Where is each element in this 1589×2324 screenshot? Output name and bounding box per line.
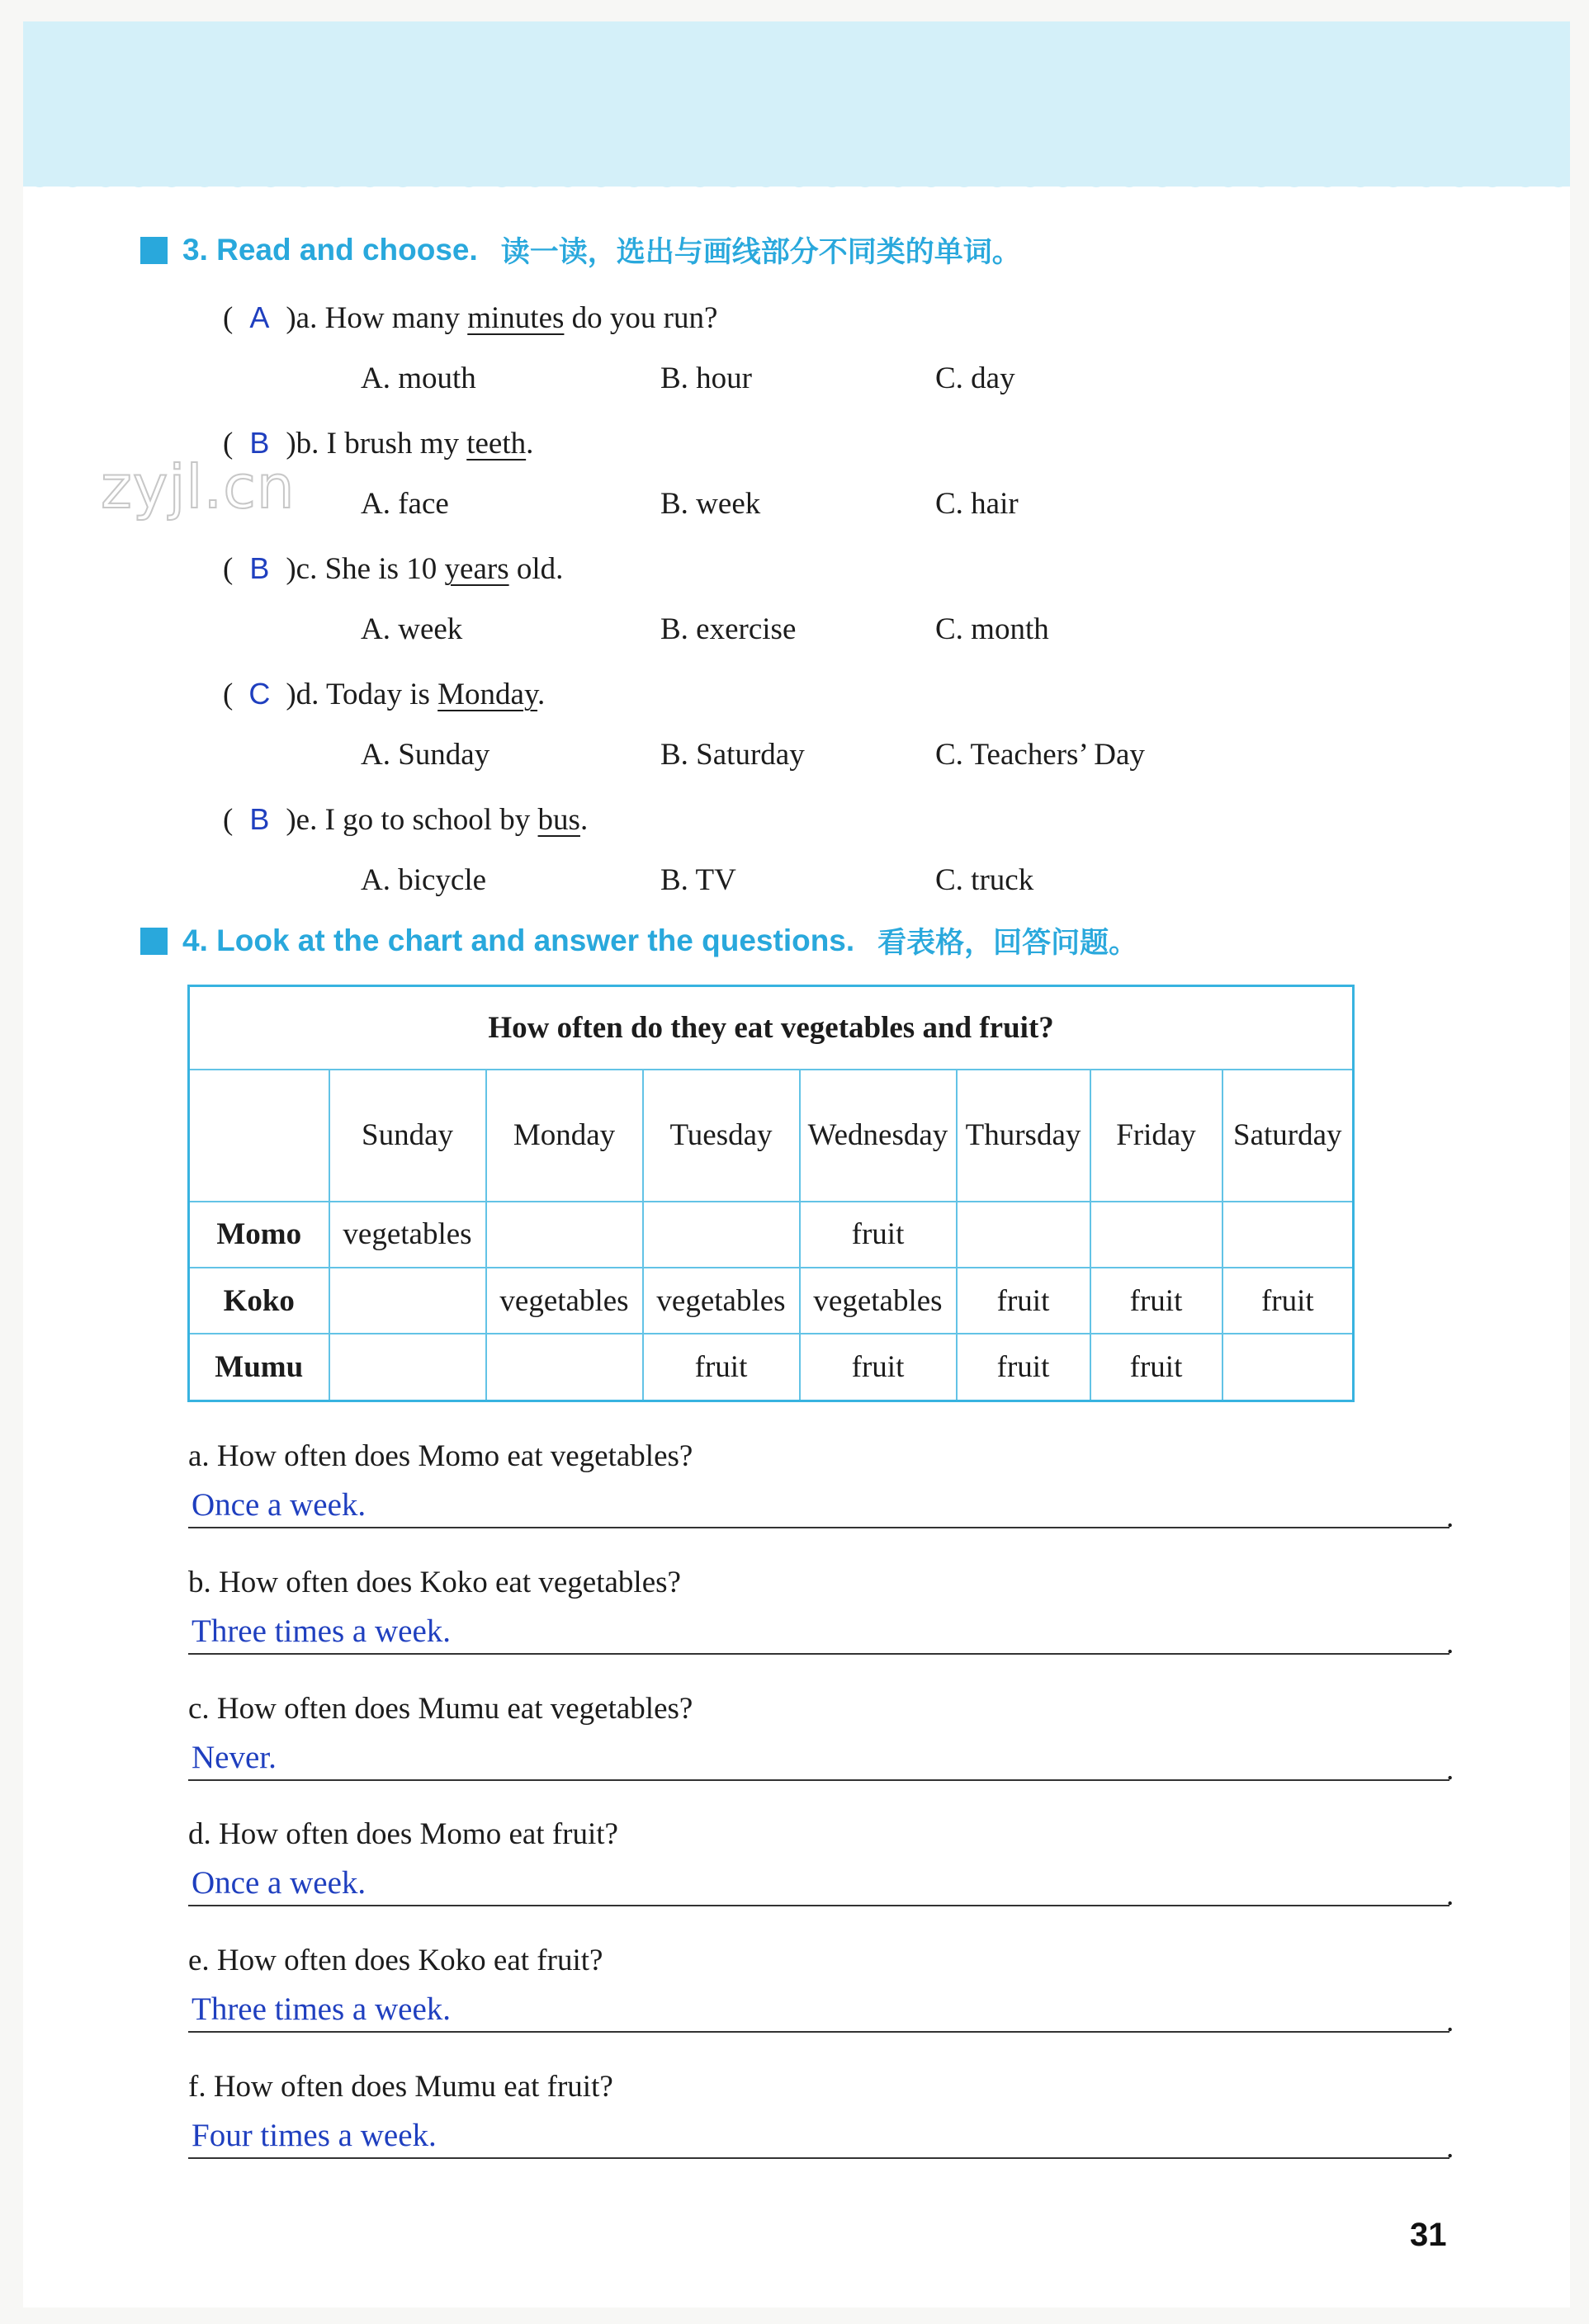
- table-day-header: Thursday: [957, 1070, 1090, 1202]
- underlined-word: minutes: [467, 301, 565, 335]
- qa-question: e. How often does Koko eat fruit?: [188, 1944, 603, 1977]
- qa-period: .: [1446, 1753, 1454, 1787]
- qa-answer-line[interactable]: Three times a week.: [188, 1990, 1449, 2033]
- table-cell: vegetables: [486, 1268, 643, 1334]
- question-d: ( C )d. Today is Monday.: [223, 673, 545, 715]
- option: B. TV: [660, 863, 736, 897]
- table-cell: [1090, 1202, 1222, 1268]
- option: C. hair: [935, 487, 1019, 521]
- table-cell: [486, 1202, 643, 1268]
- page-number: 31: [1410, 2217, 1447, 2253]
- answer-e: B: [249, 802, 270, 836]
- qa-question: a. How often does Momo eat vegetables?: [188, 1439, 693, 1473]
- option: C. month: [935, 612, 1049, 646]
- table-cell: [329, 1334, 486, 1401]
- table-cell: vegetables: [643, 1268, 800, 1334]
- banner-wave-edge: [23, 175, 1570, 198]
- qa-period: .: [1446, 2131, 1454, 2165]
- option: C. day: [935, 361, 1015, 395]
- table-row-name: Koko: [189, 1268, 329, 1334]
- section-square-icon: [140, 237, 168, 264]
- frequency-table: [187, 985, 1355, 1402]
- qa-answer-line[interactable]: Three times a week.: [188, 1612, 1449, 1655]
- question-b: ( B )b. I brush my teeth.: [223, 423, 533, 464]
- option: C. truck: [935, 863, 1034, 897]
- answer-d: C: [248, 677, 271, 711]
- table-cell: fruit: [1090, 1334, 1222, 1401]
- table-cell: [957, 1202, 1090, 1268]
- table-cell: vegetables: [800, 1268, 957, 1334]
- table-row-name: Mumu: [189, 1334, 329, 1401]
- table-header-row: [189, 1070, 1354, 1202]
- option: B. week: [660, 487, 761, 521]
- option: B. hour: [660, 361, 752, 395]
- answer-b: B: [249, 426, 270, 460]
- table-day-header: Friday: [1090, 1070, 1222, 1202]
- qa-question: f. How often does Mumu eat fruit?: [188, 2070, 613, 2104]
- table-cell: fruit: [957, 1334, 1090, 1401]
- underlined-word: Monday: [437, 678, 538, 711]
- table-day-header: Tuesday: [643, 1070, 800, 1202]
- table-cell: [1222, 1334, 1354, 1401]
- question-a: ( A )a. How many minutes do you run?: [223, 297, 717, 338]
- watermark: zyjl.cn: [101, 452, 296, 522]
- section-4-heading: [140, 919, 1137, 962]
- qa-period: .: [1446, 1500, 1454, 1534]
- table-row: [189, 1202, 1354, 1268]
- qa-answer-line[interactable]: Once a week.: [188, 1863, 1449, 1906]
- table-corner-cell: [189, 1070, 329, 1202]
- table-row: [189, 1268, 1354, 1334]
- underlined-word: teeth: [466, 427, 527, 461]
- section-3-title: 3. Read and choose.: [182, 233, 478, 267]
- qa-question: c. How often does Mumu eat vegetables?: [188, 1692, 693, 1726]
- table-day-header: Saturday: [1222, 1070, 1354, 1202]
- option: C. Teachers’ Day: [935, 738, 1145, 772]
- section-square-icon: [140, 928, 168, 955]
- table-day-header: Wednesday: [800, 1070, 957, 1202]
- qa-period: .: [1446, 2005, 1454, 2038]
- table-title: How often do they eat vegetables and fruit?: [189, 986, 1354, 1070]
- table-cell: fruit: [957, 1268, 1090, 1334]
- question-e: ( B )e. I go to school by bus.: [223, 799, 588, 840]
- table-row-name: Momo: [189, 1202, 329, 1268]
- option: A. Sunday: [361, 738, 490, 772]
- option: A. face: [361, 487, 449, 521]
- underlined-word: bus: [537, 803, 580, 837]
- table-cell: fruit: [800, 1202, 957, 1268]
- table-cell: fruit: [800, 1334, 957, 1401]
- qa-question: b. How often does Koko eat vegetables?: [188, 1566, 681, 1599]
- qa-period: .: [1446, 1627, 1454, 1660]
- option: B. exercise: [660, 612, 797, 646]
- section-3-heading: [140, 229, 1021, 272]
- table-cell: [643, 1202, 800, 1268]
- qa-answer-line[interactable]: Four times a week.: [188, 2116, 1449, 2159]
- question-c: ( B )c. She is 10 years old.: [223, 548, 563, 589]
- qa-answer-line[interactable]: Never.: [188, 1738, 1449, 1781]
- option: A. bicycle: [361, 863, 487, 897]
- qa-period: .: [1446, 1878, 1454, 1912]
- qa-answer-line[interactable]: Once a week.: [188, 1486, 1449, 1528]
- section-3-title-cn: 读一读，选出与画线部分不同类的单词。: [500, 236, 1021, 269]
- option: A. mouth: [361, 361, 476, 395]
- table-cell: fruit: [643, 1334, 800, 1401]
- table-cell: [486, 1334, 643, 1401]
- qa-question: d. How often does Momo eat fruit?: [188, 1817, 618, 1851]
- table-row: [189, 1334, 1354, 1401]
- table-cell: fruit: [1090, 1268, 1222, 1334]
- table-cell: [329, 1268, 486, 1334]
- table-cell: vegetables: [329, 1202, 486, 1268]
- table-cell: fruit: [1222, 1268, 1354, 1334]
- header-banner: [23, 21, 1570, 187]
- underlined-word: years: [444, 552, 509, 586]
- option: B. Saturday: [660, 738, 805, 772]
- section-4-title: 4. Look at the chart and answer the questions.: [182, 923, 855, 957]
- option: A. week: [361, 612, 463, 646]
- answer-c: B: [249, 551, 270, 585]
- section-4-title-cn: 看表格，回答问题。: [877, 927, 1138, 960]
- answer-a: A: [249, 300, 270, 334]
- table-day-header: Monday: [486, 1070, 643, 1202]
- table-cell: [1222, 1202, 1354, 1268]
- table-day-header: Sunday: [329, 1070, 486, 1202]
